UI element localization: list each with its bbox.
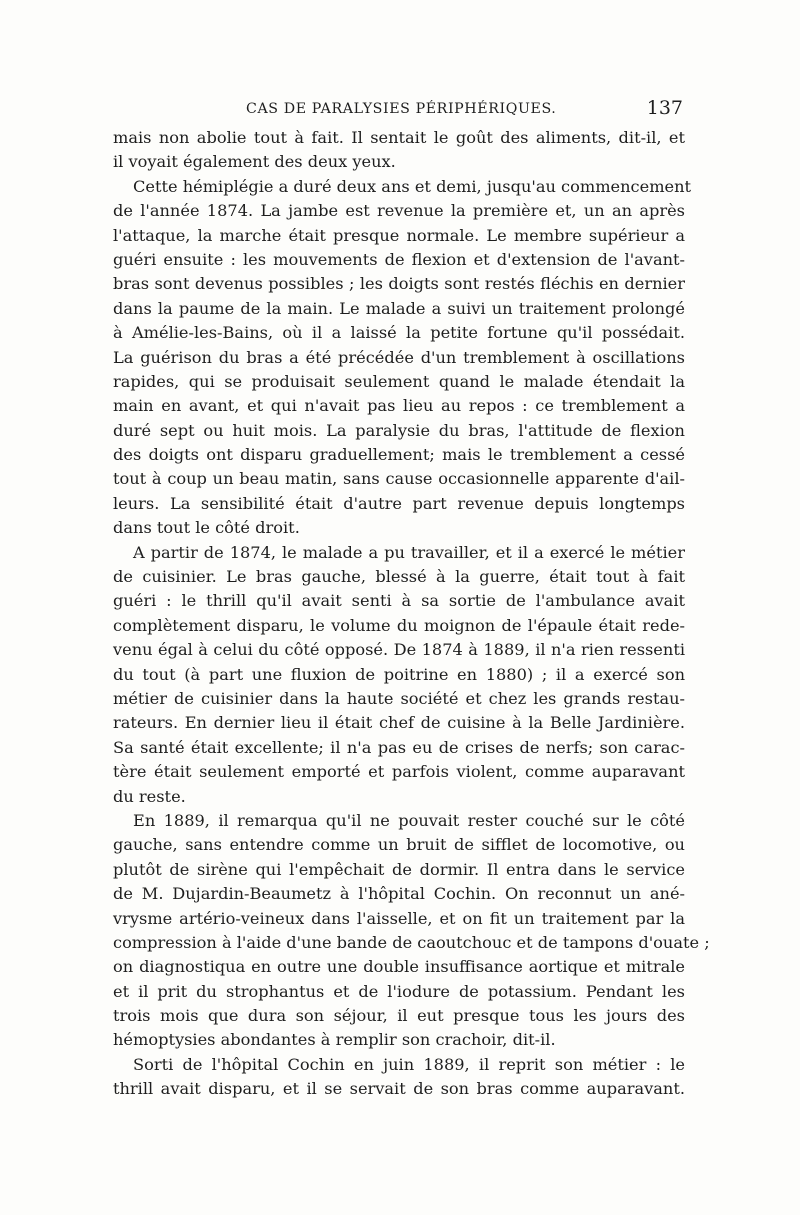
- text-line: bras sont devenus possibles ; les doigts sont restés fléchis en dernier: [113, 274, 685, 294]
- text-line: rateurs. En dernier lieu il était chef de cuisine à la Belle Jardinière.: [113, 713, 685, 733]
- text-line: de M. Dujardin-Beaumetz à l'hôpital Cochin. On reconnut un ané-: [113, 884, 685, 904]
- text-line: tère était seulement emporté et parfois violent, comme auparavant: [113, 762, 685, 782]
- text-line: dans tout le côté droit.: [113, 518, 300, 538]
- text-line: métier de cuisinier dans la haute société et chez les grands restau-: [113, 688, 685, 708]
- text-line: tout à coup un beau matin, sans cause occasionnelle apparente d'ail-: [113, 469, 685, 489]
- text-line: du tout (à part une fluxion de poitrine en 1880) ; il a exercé son: [113, 664, 685, 684]
- text-line: à Amélie-les-Bains, où il a laissé la petite fortune qu'il possédait.: [113, 323, 685, 343]
- text-line: hémoptysies abondantes à remplir son crachoir, dit-il.: [113, 1030, 556, 1050]
- text-line: mais non abolie tout à fait. Il sentait le goût des aliments, dit-il, et: [113, 128, 685, 147]
- text-line: on diagnostiqua en outre une double insuffisance aortique et mitrale: [113, 957, 685, 977]
- text-line: La guérison du bras a été précédée d'un tremblement à oscillations: [113, 347, 685, 367]
- page-number: 137: [646, 97, 683, 119]
- text-line: dans la paume de la main. Le malade a suivi un traitement prolongé: [113, 298, 685, 318]
- paragraph-start-line: En 1889, il remarqua qu'il ne pouvait rester couché sur le côté: [133, 810, 685, 830]
- running-title: CAS DE PARALYSIES PÉRIPHÉRIQUES.: [246, 101, 557, 117]
- text-line: thrill avait disparu, et il se servait de son bras comme auparavant.: [113, 1079, 685, 1099]
- text-line: leurs. La sensibilité était d'autre part revenue depuis longtemps: [113, 493, 685, 513]
- text-line: l'attaque, la marche était presque normale. Le membre supérieur a: [113, 225, 685, 245]
- text-line: guéri : le thrill qu'il avait senti à sa sortie de l'ambulance avait: [113, 591, 685, 611]
- text-line: main en avant, et qui n'avait pas lieu au repos : ce tremblement a: [113, 396, 685, 416]
- text-line: de cuisinier. Le bras gauche, blessé à la guerre, était tout à fait: [113, 567, 685, 587]
- paragraph-start-line: Cette hémiplégie a duré deux ans et demi, jusqu'au commencement: [133, 176, 692, 196]
- body-text: [113, 126, 710, 1102]
- paragraph-start-line: A partir de 1874, le malade a pu travailler, et il a exercé le métier: [133, 542, 685, 562]
- text-line: du reste.: [113, 786, 186, 806]
- text-line: compression à l'aide d'une bande de caoutchouc et de tampons d'ouate ;: [113, 932, 710, 952]
- text-line: des doigts ont disparu graduellement; mais le tremblement a cessé: [113, 445, 685, 465]
- text-line: vrysme artério-veineux dans l'aisselle, et on fit un traitement par la: [113, 908, 685, 928]
- text-line: Sa santé était excellente; il n'a pas eu de crises de nerfs; son carac-: [113, 737, 685, 757]
- text-line: et il prit du strophantus et de l'iodure de potassium. Pendant les: [113, 981, 685, 1001]
- text-line: guéri ensuite : les mouvements de flexion et d'extension de l'avant-: [113, 249, 685, 269]
- text-line: il voyait également des deux yeux.: [113, 152, 396, 172]
- page-header: [113, 99, 683, 129]
- text-line: duré sept ou huit mois. La paralysie du bras, l'attitude de flexion: [113, 420, 685, 440]
- text-line: gauche, sans entendre comme un bruit de sifflet de locomotive, ou: [113, 835, 685, 855]
- text-line: rapides, qui se produisait seulement quand le malade étendait la: [113, 371, 685, 391]
- text-line: complètement disparu, le volume du moignon de l'épaule était rede-: [113, 615, 685, 635]
- text-line: de l'année 1874. La jambe est revenue la première et, un an après: [113, 201, 685, 221]
- text-line: venu égal à celui du côté opposé. De 1874 à 1889, il n'a rien ressenti: [113, 640, 685, 660]
- text-line: trois mois que dura son séjour, il eut presque tous les jours des: [113, 1006, 685, 1026]
- text-line: plutôt de sirène qui l'empêchait de dormir. Il entra dans le service: [113, 859, 685, 879]
- paragraph-start-line: Sorti de l'hôpital Cochin en juin 1889, il reprit son métier : le: [133, 1054, 685, 1074]
